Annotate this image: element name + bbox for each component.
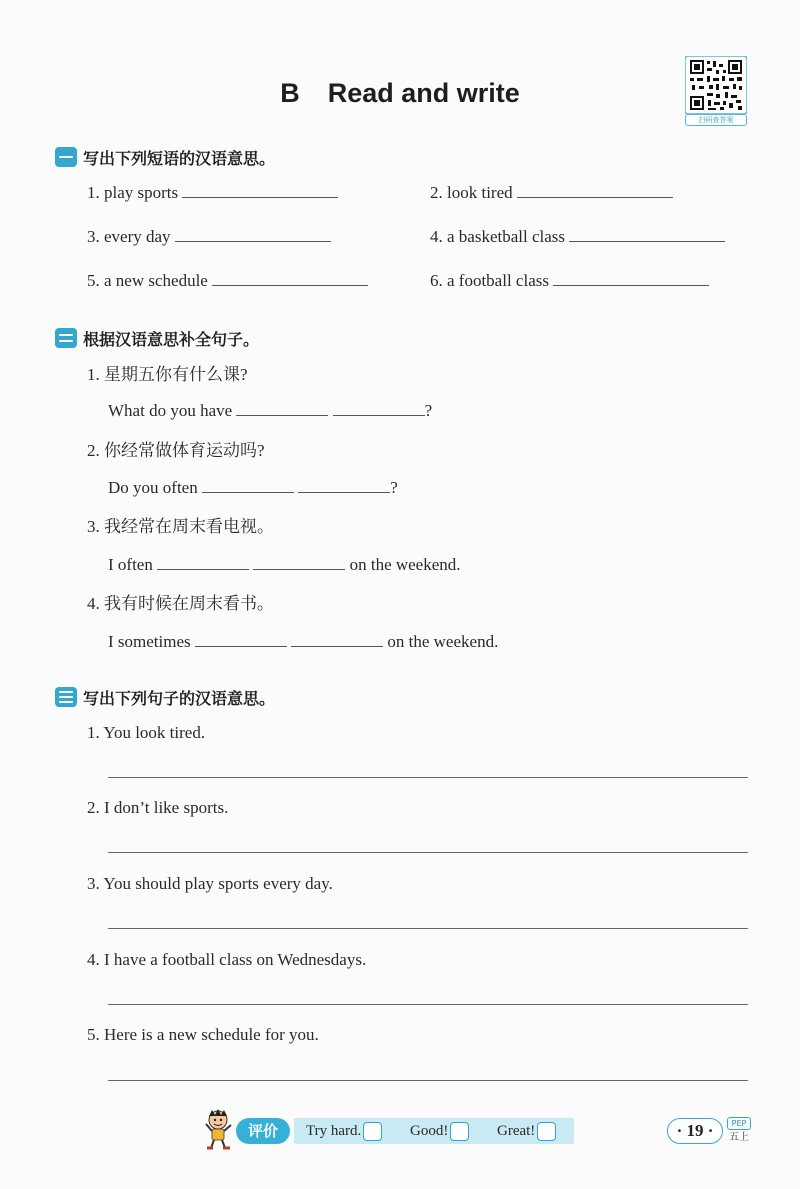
section-3-title: 写出下列句子的汉语意思。 — [83, 688, 276, 708]
phrase-text: 6. a football class — [430, 271, 549, 290]
sentence-end: on the weekend. — [387, 632, 499, 651]
phrase-text: 3. every day — [87, 227, 171, 246]
answer-line[interactable] — [108, 852, 748, 853]
phrase-item — [430, 270, 709, 292]
answer-line[interactable] — [108, 928, 748, 929]
section-1-heading — [55, 145, 275, 169]
evaluation-bar — [203, 1108, 583, 1152]
evaluation-label: 评价 — [236, 1118, 290, 1144]
series-badge — [727, 1117, 751, 1145]
answer-line[interactable] — [108, 777, 748, 778]
english-sentence: 1. You look tired. — [87, 723, 206, 742]
english-sentence: 2. I don’t like sports. — [87, 798, 229, 817]
answer-line[interactable] — [108, 1080, 748, 1081]
answer-blank[interactable] — [236, 401, 328, 416]
answer-blank[interactable] — [253, 555, 345, 570]
phrase-text: 5. a new schedule — [87, 271, 208, 290]
answer-line[interactable] — [108, 1004, 748, 1005]
sentence-start: Do you often — [108, 478, 198, 497]
phrase-item — [87, 270, 368, 292]
checkbox[interactable] — [537, 1122, 556, 1141]
page-title-text: Read and write — [327, 78, 520, 108]
phrase-item — [87, 226, 331, 248]
answer-blank[interactable] — [298, 478, 390, 493]
answer-blank[interactable] — [569, 227, 725, 242]
chinese-sentence: 4. 我有时候在周末看书。 — [87, 594, 274, 613]
answer-blank[interactable] — [553, 271, 709, 286]
answer-blank[interactable] — [517, 183, 673, 198]
answer-blank[interactable] — [333, 401, 425, 416]
option-label: Good! — [410, 1123, 449, 1139]
phrase-text: 4. a basketball class — [430, 227, 566, 246]
english-sentence: 4. I have a football class on Wednesdays. — [87, 950, 367, 969]
page-number: · 19 · — [667, 1118, 723, 1144]
sentence-end: ? — [424, 401, 433, 420]
answer-blank[interactable] — [212, 271, 368, 286]
page-title — [0, 78, 800, 109]
section-1-number-icon — [55, 147, 77, 167]
evaluation-options — [294, 1118, 574, 1144]
phrase-text: 1. play sports — [87, 183, 179, 202]
answer-blank[interactable] — [202, 478, 294, 493]
mascot-icon — [203, 1108, 239, 1150]
checkbox[interactable] — [450, 1122, 469, 1141]
option-label: Try hard. — [306, 1123, 362, 1139]
qr-code-label: 扫码查答案 — [685, 114, 747, 126]
sentence-completion — [108, 631, 498, 653]
phrase-item — [430, 226, 725, 248]
sentence-end: ? — [390, 478, 398, 497]
chinese-sentence: 1. 星期五你有什么课? — [87, 365, 248, 384]
section-3-heading — [55, 685, 275, 709]
section-3-number-icon — [55, 687, 77, 707]
sentence-start: I sometimes — [108, 632, 191, 651]
answer-blank[interactable] — [182, 183, 338, 198]
option-good[interactable] — [410, 1118, 469, 1144]
answer-blank[interactable] — [175, 227, 331, 242]
answer-blank[interactable] — [157, 555, 249, 570]
english-sentence: 5. Here is a new schedule for you. — [87, 1025, 319, 1044]
qr-code[interactable] — [685, 56, 747, 126]
phrase-item — [87, 182, 338, 204]
sentence-start: What do you have — [108, 401, 233, 420]
option-great[interactable] — [497, 1118, 556, 1144]
sentence-completion — [108, 554, 461, 576]
phrase-item — [430, 182, 673, 204]
section-1-title: 写出下列短语的汉语意思。 — [83, 148, 276, 168]
sentence-end: on the weekend. — [349, 555, 461, 574]
answer-blank[interactable] — [291, 632, 383, 647]
sentence-completion — [108, 400, 432, 422]
option-try-hard[interactable] — [306, 1118, 382, 1144]
sentence-completion — [108, 477, 398, 499]
section-2-number-icon — [55, 328, 77, 348]
qr-code-icon — [685, 56, 747, 114]
english-sentence: 3. You should play sports every day. — [87, 874, 333, 893]
chinese-sentence: 2. 你经常做体育运动吗? — [87, 441, 265, 460]
page-title-letter: B — [280, 78, 300, 108]
section-2-title: 根据汉语意思补全句子。 — [83, 329, 260, 349]
phrase-text: 2. look tired — [430, 183, 513, 202]
section-2-heading — [55, 326, 259, 350]
chinese-sentence: 3. 我经常在周末看电视。 — [87, 517, 274, 536]
series-grade: 五上 — [729, 1132, 749, 1143]
checkbox[interactable] — [363, 1122, 382, 1141]
answer-blank[interactable] — [195, 632, 287, 647]
sentence-start: I often — [108, 555, 153, 574]
option-label: Great! — [497, 1123, 536, 1139]
series-code: PEP — [727, 1117, 751, 1130]
